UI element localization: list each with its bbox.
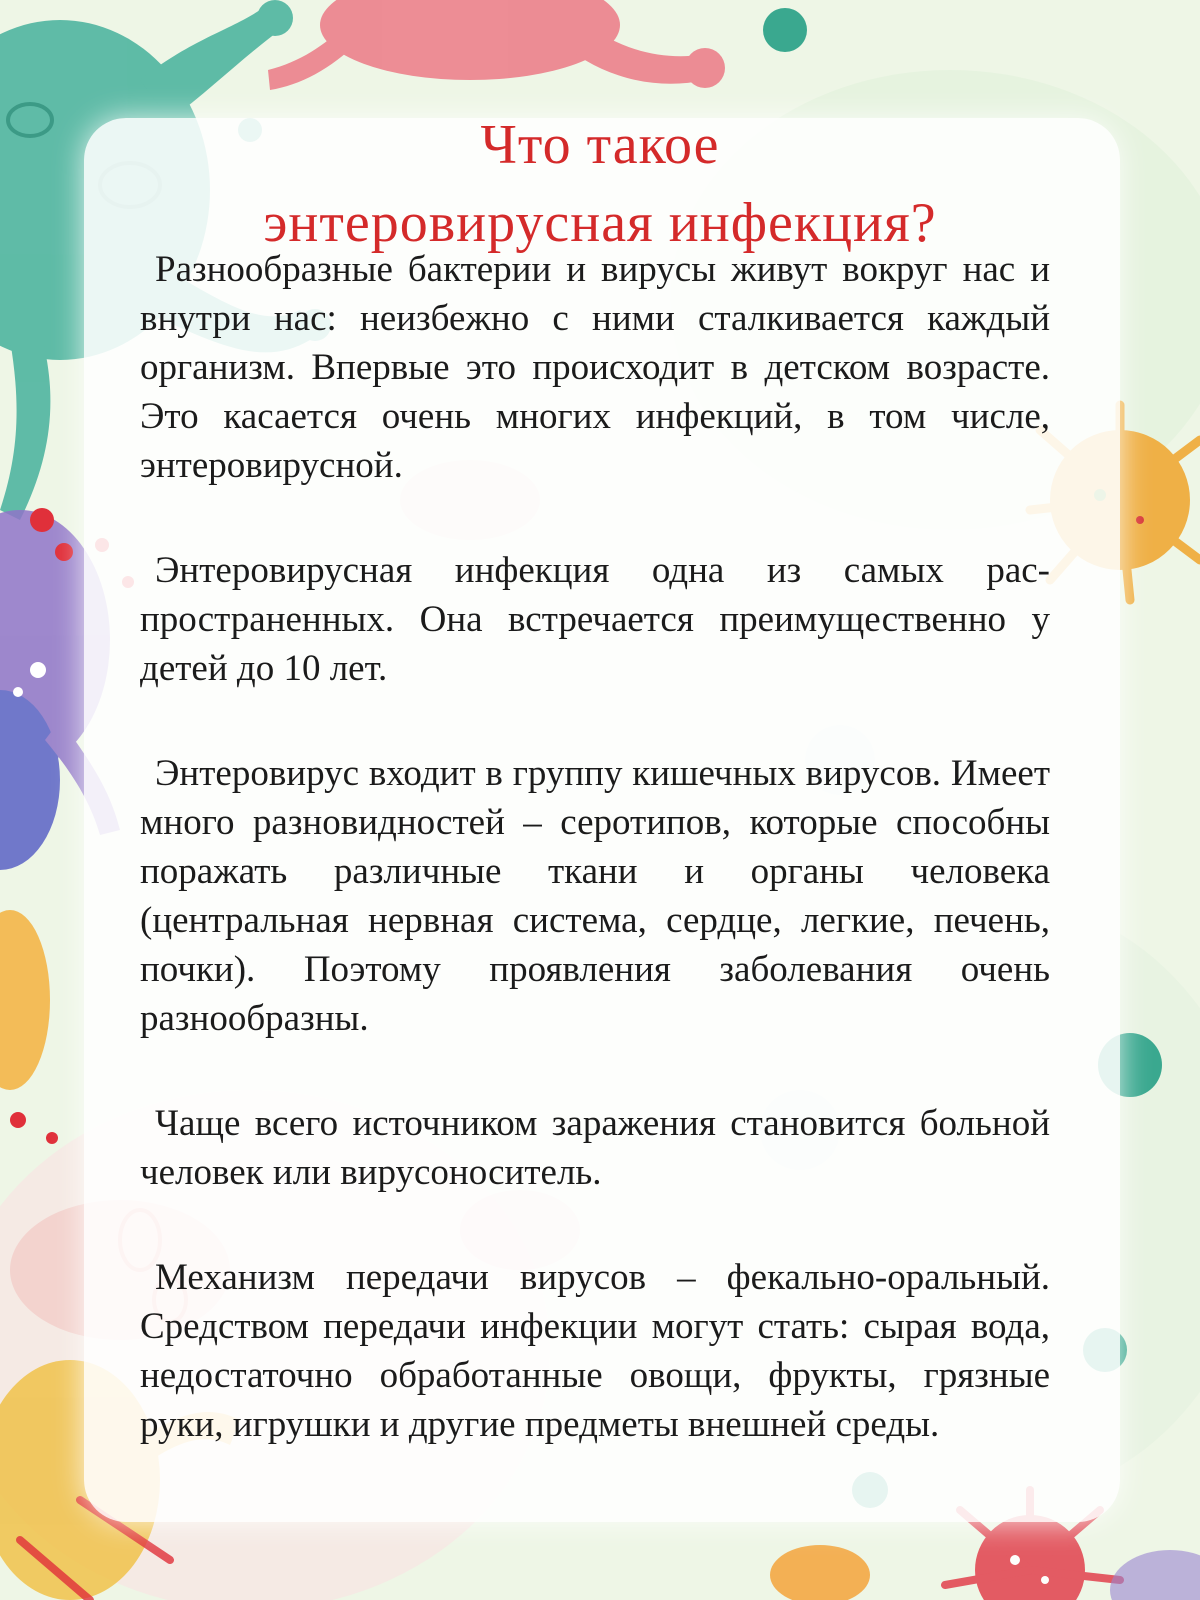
teal-dot-decoration [763,8,807,52]
page-title [0,106,1200,262]
paragraph-description: Энтеровирус входит в группу кишечных вирусов. Имеет много разновидностей – серотипов, которые способны поражать различные ткани и органы человека (центральная нервная система, сердце, легкие, печень, почки). Поэтому проявления заболевания очень разнообразны. [140,753,1050,1039]
paragraph-transmission: Механизм передачи вирусов – фекально-оральный. Средством передачи инфекции могут стать: сырая вода, недостаточно обработанные овощи, фрукты, грязные руки, игрушки и другие предметы внешней среды. [140,1257,1050,1445]
paragraph-intro: Разнообразные бактерии и вирусы живут вокруг нас и внутри нас: неизбежно с ними сталкивается каждый организм. Впервые это происходит в детском возрасте. Это касается очень многих инфекций, в том числе, энтеровирусной. [140,249,1050,486]
title-line-2: энтеровирусная инфекция? [263,191,937,254]
pink-virus-illustration [268,0,725,90]
paragraph-prevalence: Энтеровирусная инфекция одна из самых распространенных. Она встречается преимущественно у детей до 10 лет. [140,550,1050,689]
paragraph-source: Чаще всего источником заражения становится больной человек или вирусоноситель. [140,1103,1050,1193]
article-body [140,245,1050,1505]
title-line-1: Что такое [480,113,720,176]
